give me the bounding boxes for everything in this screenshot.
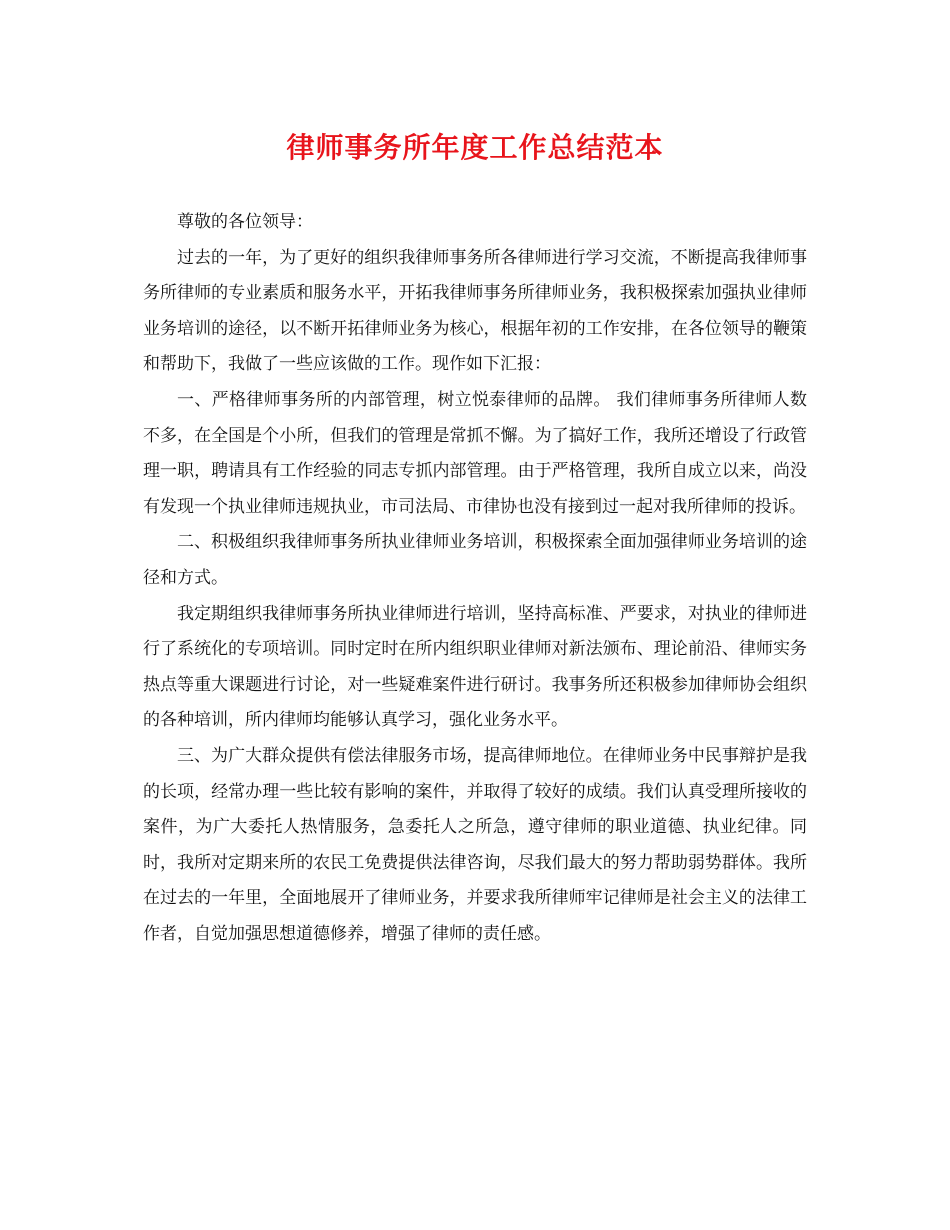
section-three-paragraph: 三、为广大群众提供有偿法律服务市场，提高律师地位。在律师业务中民事辩护是我的长项，经常办理一些比较有影响的案件，并取得了较好的成绩。我们认真受理所接收的案件，为广大委托人热情服务，急委托人之所急，遵守律师的职业道德、执业纪律。同时，我所对定期来所的农民工免费提供法律咨询，尽我们最大的努力帮助弱势群体。我所在过去的一年里，全面地展开了律师业务，并要求我所律师牢记律师是社会主义的法律工作者，自觉加强思想道德修养，增强了律师的责任感。 — [143, 745, 807, 944]
section-two-body-paragraph: 我定期组织我律师事务所执业律师进行培训，坚持高标准、严要求，对执业的律师进行了系统化的专项培训。同时定时在所内组织职业律师对新法颁布、理论前沿、律师实务热点等重大课题进行讨论，对一些疑难案件进行研讨。我事务所还积极参加律师协会组织的各种培训，所内律师均能够认真学习，强化业务水平。 — [143, 603, 807, 731]
intro-paragraph: 过去的一年，为了更好的组织我律师事务所各律师进行学习交流，不断提高我律师事务所律师的专业素质和服务水平，开拓我律师事务所律师业务，我积极探索加强执业律师业务培训的途径，以不断开拓律师业务为核心，根据年初的工作安排，在各位领导的鞭策和帮助下，我做了一些应该做的工作。现作如下汇报： — [143, 247, 807, 375]
section-one-paragraph: 一、严格律师事务所的内部管理，树立悦泰律师的品牌。 我们律师事务所律师人数不多，在全国是个小所，但我们的管理是常抓不懈。为了搞好工作，我所还增设了行政管理一职，聘请具有工作经验的同志专抓内部管理。由于严格管理，我所自成立以来，尚没有发现一个执业律师违规执业，市司法局、市律协也没有接到过一起对我所律师的投诉。 — [143, 389, 807, 517]
document-title: 律师事务所年度工作总结范本 — [286, 131, 664, 164]
document-body — [143, 205, 807, 952]
section-two-heading-paragraph: 二、积极组织我律师事务所执业律师业务培训，积极探索全面加强律师业务培训的途径和方式。 — [143, 532, 807, 588]
salutation-paragraph: 尊敬的各位领导： — [177, 212, 313, 232]
